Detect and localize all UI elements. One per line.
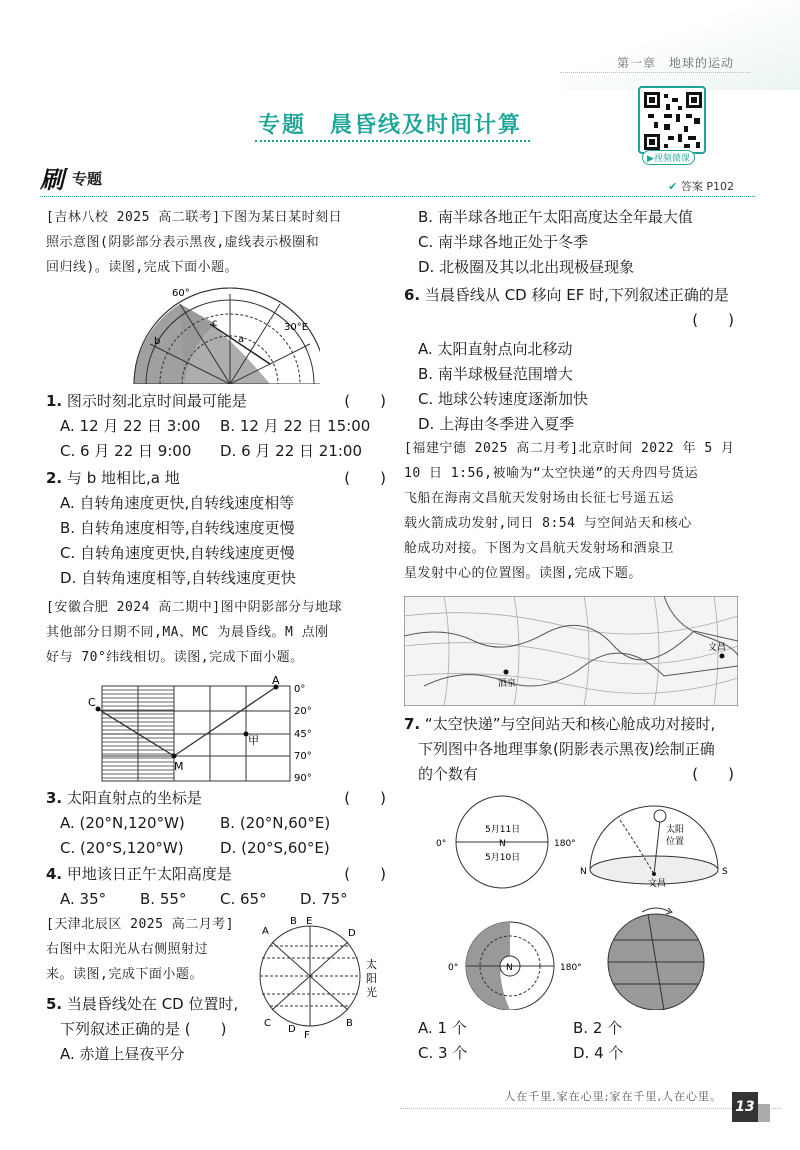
page-number: 13 [732,1092,758,1122]
illumination-hemisphere-figure [120,284,320,394]
section-brush-glyph: 刷 [40,166,64,194]
question-number: 4. [46,865,63,883]
answer-blank: ( ) [692,311,734,329]
option-b: B. 55° [140,890,187,908]
option-c: C. 65° [220,890,267,908]
chapter-header: 第一章 地球的运动 [616,56,734,70]
answer-blank: ( ) [344,469,386,487]
answer-blank: ( ) [184,1020,227,1038]
option-d: D. (20°S,60°E) [220,839,330,857]
play-icon: ▶ [647,154,654,164]
page-corner-decoration [560,0,800,90]
sun-position-label: 太阳 [666,825,685,835]
question-5-continued [404,205,734,280]
intro-text-4: 飞船在海南文昌航天发射场由长征七号遥五运 [404,491,675,506]
question-2 [46,466,386,591]
question-number: 1. [46,392,63,410]
video-lesson-label[interactable]: ▶视频微课 [642,150,695,165]
lat-90-label: 90° [294,773,312,784]
jiuquan-label: 酒泉 [498,679,517,689]
point-c-label: C [88,696,96,709]
lon-0-label: 0° [448,963,459,973]
footer-motto: 人在千里,家在心里;家在千里,人在心里。 [504,1090,722,1103]
answer-blank: ( ) [692,765,734,783]
intro-text-4: 舱成功对接。下图为文昌航天发射场和酒泉卫 [404,541,675,556]
lon-0-label: 0° [436,839,447,849]
option-c: C. (20°S,120°W) [60,839,184,857]
south-label: S [722,867,728,877]
option-a: A. 1 个 [418,1019,467,1037]
qr-code-icon [644,92,702,150]
point-d-label: D [348,928,356,939]
answer-blank: ( ) [344,392,386,410]
option-a: A. 赤道上昼夜平分 [60,1045,185,1063]
qr-code[interactable] [638,86,706,154]
geographic-phenomena-figures [430,790,740,1010]
option-a: A. 12 月 22 日 3:00 [60,417,201,435]
intro-text-4: 星发射中心的位置图。读图,完成下题。 [404,566,642,581]
option-c: C. 自转角速度更快,自转线速度更慢 [60,544,295,562]
option-a: A. 35° [60,890,107,908]
point-a-label: A [262,926,269,937]
question-stem: “太空快递”与空间站天和核心舱成功对接时, [424,715,716,733]
question-number: 7. [404,715,421,733]
intro-text-4: [福建宁德 2025 高二月考]北京时间 2022 年 5 月 [404,441,735,456]
option-d: D. 自转角速度相等,自转线速度更快 [60,569,296,587]
option-c: C. 南半球各地正处于冬季 [418,233,589,251]
answer-reference: ✔ 答案 P102 [668,180,734,193]
title-underline [255,140,530,142]
question-4 [46,862,386,912]
option-b: B. 自转角速度相等,自转线速度更慢 [60,519,295,537]
sunlight-label: 光 [366,986,377,999]
lon-180-label: 180° [554,839,576,849]
north-pole-label: N [506,963,513,973]
intro-2 [46,595,386,670]
terminator-positions-figure [258,916,388,1042]
lon-30e-label: 30°E [284,322,309,333]
point-jia-label: 甲 [248,734,259,747]
intro-text-2: 其他部分日期不同,MA、MC 为晨昏线。M 点刚 [46,625,329,640]
option-c: C. 6 月 22 日 9:00 [60,442,192,460]
option-d: D. 北极圈及其以北出现极昼现象 [418,258,635,276]
question-stem: 下列叙述正确的是 [60,1020,181,1038]
sunlight-label: 阳 [366,972,377,985]
option-a: A. 自转角速度更快,自转线速度相等 [60,494,295,512]
may-11-label: 5月11日 [485,825,521,835]
point-c-label: C [264,1018,271,1029]
section-divider [40,196,755,197]
may-10-label: 5月10日 [485,853,521,863]
sunlight-label: 太 [366,958,377,971]
option-d: D. 6 月 22 日 21:00 [220,442,363,460]
intro-4 [404,436,744,586]
intro-text-3: 来。读图,完成下面小题。 [46,967,203,982]
intro-text-4: 载火箭成功发射,同日 8:54 与空间站天和核心 [404,516,692,531]
question-7 [404,712,734,787]
option-c: C. 3 个 [418,1044,468,1062]
question-6 [404,283,734,437]
north-pole-label: N [499,839,506,849]
lat-70-label: 70° [294,751,312,762]
question-7-options [404,1016,734,1066]
lon-180-label: 180° [560,963,582,973]
checkmark-icon: ✔ [668,180,678,193]
intro-text-3: 右图中太阳光从右侧照射过 [46,942,209,957]
intro-text-1: 照示意图(阴影部分表示黑夜,虚线表示极圈和 [46,235,320,250]
point-d-label: D [288,1024,296,1035]
question-1 [46,389,386,464]
wenchang-label: 文昌 [708,643,727,653]
point-b-label: b [154,336,161,347]
sun-position-label: 位置 [666,837,685,847]
question-5 [46,992,256,1067]
option-b: B. 南半球各地正午太阳高度达全年最大值 [418,208,693,226]
option-d: D. 上海由冬季进入夏季 [418,415,575,433]
question-number: 2. [46,469,63,487]
question-stem: 图示时刻北京时间最可能是 [66,392,247,410]
north-label: N [580,867,587,877]
point-a-label: A [272,676,280,687]
question-stem: 当晨昏线从 CD 移向 EF 时,下列叙述正确的是 [424,286,729,304]
answer-blank: ( ) [344,865,386,883]
option-c: C. 地球公转速度逐渐加快 [418,390,589,408]
option-b: B. 12 月 22 日 15:00 [220,417,371,435]
question-stem: 的个数有 [418,765,479,783]
intro-3 [46,912,256,987]
header-divider [560,72,750,73]
intro-text-3: [天津北辰区 2025 高二月考] [46,917,235,932]
option-d: D. 75° [300,890,348,908]
point-f-label: F [304,1030,310,1041]
question-3 [46,786,386,861]
lat-0-label: 0° [294,684,306,695]
question-stem: 当晨昏线处在 CD 位置时, [66,995,239,1013]
point-b-label: B [290,916,297,927]
lat-45-label: 45° [294,729,312,740]
intro-text-2: 好与 70°纬线相切。读图,完成下面小题。 [46,650,304,665]
section-label: 专题 [72,170,103,188]
option-b: B. 南半球极昼范围增大 [418,365,573,383]
question-number: 6. [404,286,421,304]
option-a: A. 太阳直射点向北移动 [418,340,573,358]
lat-20-label: 20° [294,706,312,717]
footer-divider [400,1108,780,1109]
answer-blank: ( ) [344,789,386,807]
page-title: 专题 晨昏线及时间计算 [258,113,523,138]
intro-text-1: [吉林八校 2025 高二联考]下图为某日某时刻日 [46,210,343,225]
option-b: B. 2 个 [573,1019,623,1037]
point-m-label: M [174,760,184,773]
point-a-label: a [238,334,245,345]
lat-60-label: 60° [172,288,190,299]
intro-text-1: 回归线)。读图,完成下面小题。 [46,260,239,275]
question-stem: 太阳直射点的坐标是 [66,789,202,807]
question-number: 5. [46,995,63,1013]
left-column [46,205,386,280]
question-stem: 下列图中各地理事象(阴影表示黑夜)绘制正确 [418,740,715,758]
point-b-label: B [346,1018,353,1029]
option-a: A. (20°N,120°W) [60,814,185,832]
question-number: 3. [46,789,63,807]
launch-sites-map [404,596,738,706]
intro-text-4: 10 日 1:56,被喻为“太空快递”的天舟四号货运 [404,466,699,481]
point-c-label: c [212,318,218,329]
question-stem: 甲地该日正午太阳高度是 [66,865,232,883]
question-stem: 与 b 地相比,a 地 [66,469,180,487]
option-d: D. 4 个 [573,1044,624,1062]
option-b: B. (20°N,60°E) [220,814,331,832]
intro-text-2: [安徽合肥 2024 高二期中]图中阴影部分与地球 [46,600,343,615]
date-line-grid-figure [86,676,346,786]
point-e-label: E [306,916,313,927]
wenchang-label: 文昌 [648,879,667,889]
